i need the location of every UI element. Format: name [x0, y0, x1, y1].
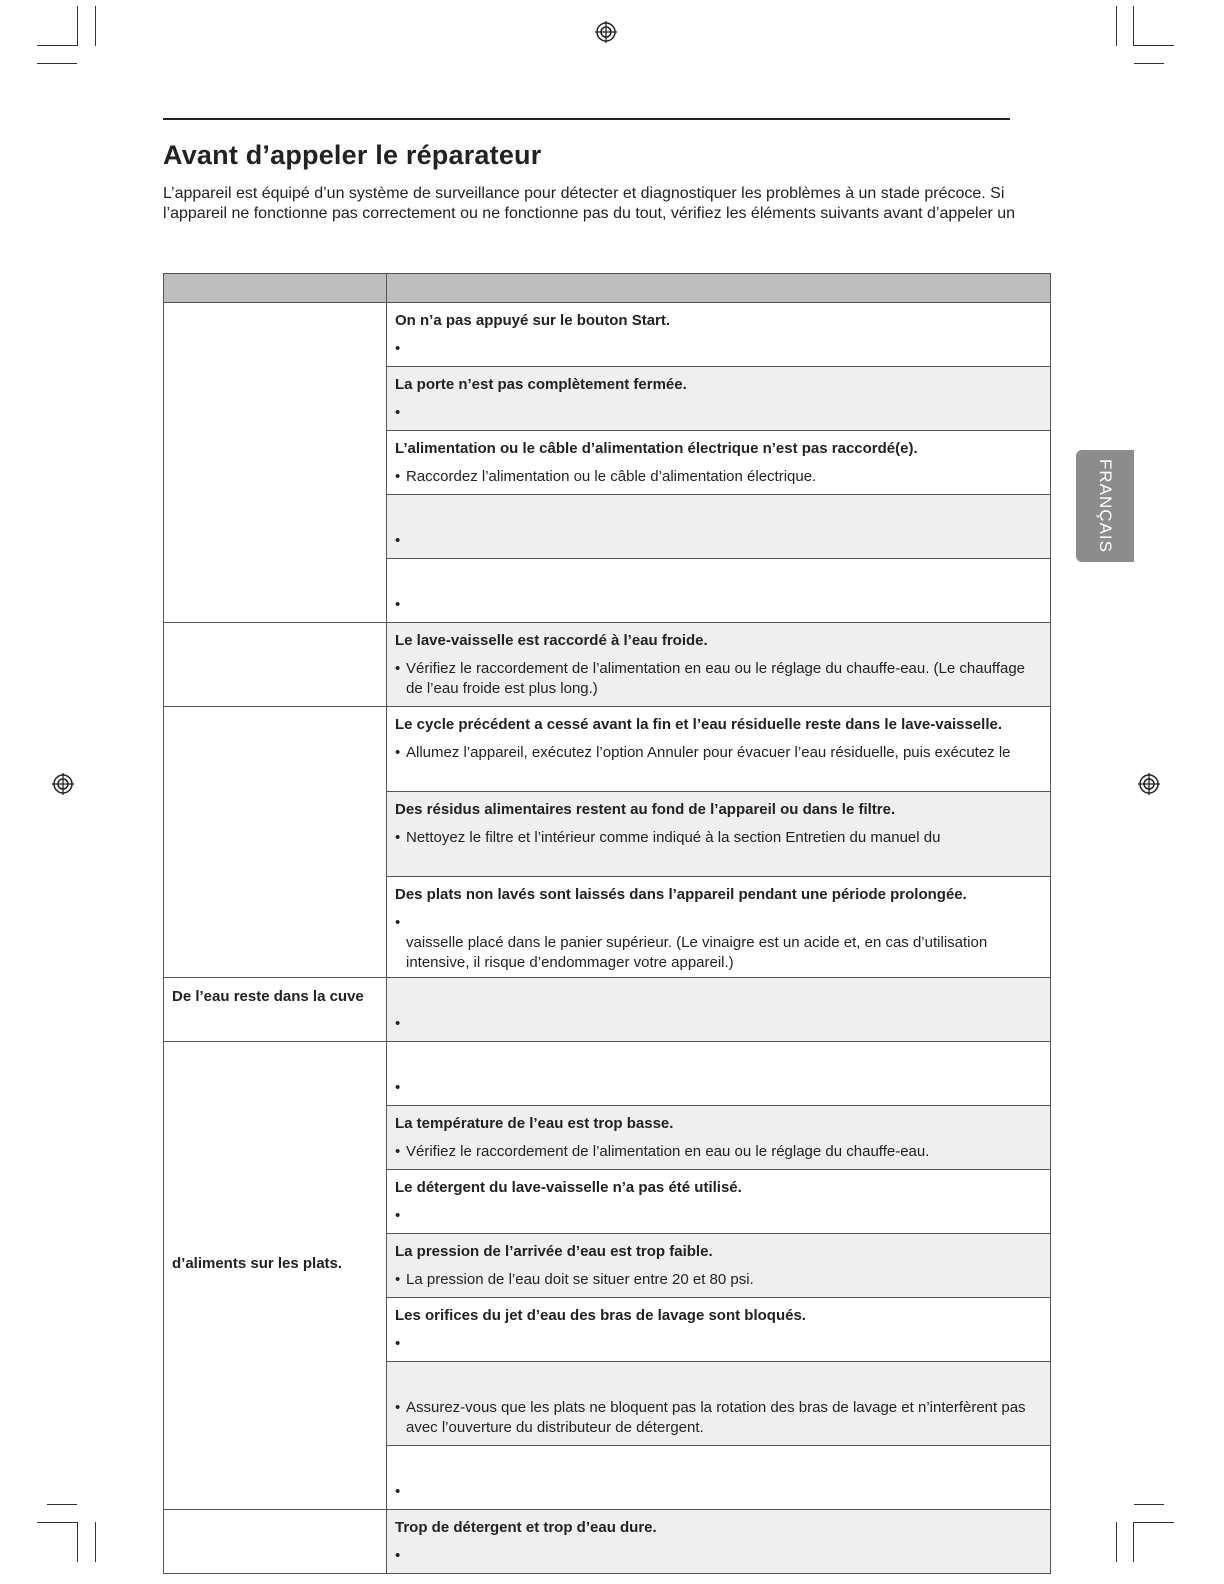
bullet-icon: •: [395, 660, 401, 677]
solution-text: Vérifiez le raccordement de l’alimentation en eau ou le réglage du chauffe-eau. (Le chauffage de l’eau froide est plus long.): [406, 660, 1026, 697]
top-rule: [163, 118, 1010, 120]
problem-text: [164, 707, 386, 715]
cause-heading: On n’a pas appuyé sur le bouton Start.: [395, 312, 671, 329]
table-header-row: [164, 274, 1051, 303]
problem-text: d’aliments sur les plats.: [172, 1255, 343, 1272]
solution-item: [387, 1474, 1050, 1509]
solution-text: Assurez-vous que les plats ne bloquent pas la rotation des bras de lavage et n’interfèrent pas avec l’ouverture du distributeur de détergent.: [406, 1399, 1026, 1436]
bullet-icon: •: [395, 914, 401, 931]
table-row: [164, 303, 1051, 367]
crop-mark: [1116, 6, 1117, 46]
solution-item: [387, 1070, 1050, 1105]
solution-text: [406, 339, 1042, 359]
bullet-icon: •: [395, 1079, 401, 1096]
cause-cell: [387, 877, 1051, 978]
solution-item: [387, 1326, 1050, 1361]
cause-heading: L’alimentation ou le câble d’alimentation électrique n’est pas raccordé(e).: [395, 440, 918, 457]
solution-text: [406, 595, 1042, 615]
problem-cell: [164, 1510, 387, 1574]
table-row: [164, 1510, 1051, 1574]
cause-cell: [387, 1362, 1051, 1446]
solution-continuation: vaisselle placé dans le panier supérieur. (Le vinaigre est un acide et, en cas d’utilisation intensive, il risque d’endommager votre appareil.): [406, 934, 988, 971]
cause-cell: [387, 495, 1051, 559]
solution-item: [387, 331, 1050, 366]
bullet-icon: •: [395, 1015, 401, 1032]
problem-text: De l’eau reste dans la cuve: [172, 988, 364, 1005]
cause-cell: [387, 707, 1051, 792]
bullet-icon: •: [395, 1547, 401, 1564]
solution-item: [387, 587, 1050, 622]
solution-item: [387, 523, 1050, 558]
solution-text: Vérifiez le raccordement de l’alimentation en eau ou le réglage du chauffe-eau.: [406, 1143, 930, 1160]
cause-cell: [387, 1170, 1051, 1234]
cause-heading: Les orifices du jet d’eau des bras de lavage sont bloqués.: [395, 1307, 806, 1324]
cause-heading: Des résidus alimentaires restent au fond de l’appareil ou dans le filtre.: [395, 801, 896, 818]
bullet-icon: •: [395, 1335, 401, 1352]
solution-item: [387, 651, 1050, 706]
registration-mark-icon: [52, 773, 74, 795]
cause-cell: [387, 1510, 1051, 1574]
solution-item: [387, 395, 1050, 430]
table-row: [164, 707, 1051, 792]
problem-cell: [164, 623, 387, 707]
solution-text: [406, 531, 1042, 551]
crop-mark: [1133, 1522, 1134, 1562]
language-side-tab: [1076, 450, 1134, 562]
solution-text: Nettoyez le filtre et l’intérieur comme indiqué à la section Entretien du manuel du: [406, 829, 941, 846]
cause-cell: [387, 1298, 1051, 1362]
cause-heading: [387, 1362, 1050, 1390]
solution-text: Allumez l’appareil, exécutez l’option Annuler pour évacuer l’eau résiduelle, puis exécutez le: [406, 744, 1011, 761]
solution-text: [406, 913, 1042, 933]
solution-item: [387, 1198, 1050, 1233]
intro-line: L’appareil est équipé d’un système de surveillance pour détecter et diagnostiquer les problèmes à un stade précoce. Si: [163, 185, 1005, 202]
cause-cell: [387, 1446, 1051, 1510]
crop-mark: [1134, 63, 1164, 64]
bullet-icon: •: [395, 1143, 401, 1160]
cause-heading: Le lave-vaisselle est raccordé à l’eau froide.: [395, 632, 708, 649]
crop-mark: [37, 45, 77, 46]
crop-mark: [1116, 1522, 1117, 1562]
cause-heading: Le détergent du lave-vaisselle n’a pas été utilisé.: [395, 1179, 742, 1196]
solution-text: [406, 403, 1042, 423]
intro-line: l’appareil ne fonctionne pas correctement ou ne fonctionne pas du tout, vérifiez les éléments suivants avant d’appeler un: [163, 205, 1016, 222]
bullet-icon: •: [395, 532, 401, 549]
bullet-icon: •: [395, 1483, 401, 1500]
cause-cell: [387, 367, 1051, 431]
header-cause: [387, 274, 1051, 303]
problem-text: [164, 1510, 386, 1518]
solution-item: [387, 1538, 1050, 1573]
problem-text: [164, 623, 386, 631]
cause-cell: [387, 303, 1051, 367]
solution-text: [406, 1014, 1042, 1034]
crop-mark: [37, 63, 77, 64]
cause-heading: [387, 559, 1050, 587]
solution-text: [406, 1546, 1042, 1566]
header-problem: [164, 274, 387, 303]
cause-cell: [387, 792, 1051, 877]
language-side-tab-label: FRANÇAIS: [1096, 459, 1115, 553]
solution-text: [406, 1078, 1042, 1098]
table-row: [164, 1042, 1051, 1106]
registration-mark-icon: [595, 21, 617, 43]
bullet-icon: •: [395, 829, 401, 846]
cause-heading: La porte n’est pas complètement fermée.: [395, 376, 687, 393]
bullet-icon: •: [395, 1207, 401, 1224]
solution-text: La pression de l’eau doit se situer entre 20 et 80 psi.: [406, 1271, 754, 1288]
cause-heading: Des plats non lavés sont laissés dans l’appareil pendant une période prolongée.: [395, 886, 967, 903]
solution-item: [387, 735, 1050, 791]
cause-cell: [387, 1234, 1051, 1298]
cause-cell: [387, 559, 1051, 623]
crop-mark: [37, 1522, 77, 1523]
solution-item: [387, 1262, 1050, 1297]
solution-text: [406, 1334, 1042, 1354]
solution-text: [406, 1482, 1042, 1502]
cause-cell: [387, 623, 1051, 707]
cause-cell: [387, 431, 1051, 495]
solution-item: [387, 1390, 1050, 1445]
bullet-icon: •: [395, 340, 401, 357]
crop-mark: [95, 1522, 96, 1562]
solution-item: [387, 1134, 1050, 1169]
problem-cell: [164, 707, 387, 978]
intro-paragraph: [163, 184, 1063, 224]
table-row: [164, 978, 1051, 1042]
problem-cell: [164, 1042, 387, 1510]
crop-mark: [1134, 45, 1174, 46]
problem-cell: [164, 978, 387, 1042]
solution-text: [406, 1206, 1042, 1226]
cause-heading: La température de l’eau est trop basse.: [395, 1115, 674, 1132]
registration-mark-icon: [1138, 773, 1160, 795]
crop-mark: [1134, 1522, 1174, 1523]
page-title: Avant d’appeler le réparateur: [163, 140, 542, 170]
cause-heading: [387, 1042, 1050, 1070]
bullet-icon: •: [395, 744, 401, 761]
cause-cell: [387, 1042, 1051, 1106]
cause-heading: [387, 1446, 1050, 1474]
bullet-icon: •: [395, 596, 401, 613]
cause-heading: [387, 978, 1050, 1006]
troubleshooting-table: [163, 273, 1051, 1574]
crop-mark: [1133, 6, 1134, 46]
cause-heading: Trop de détergent et trop d’eau dure.: [395, 1519, 657, 1536]
crop-mark: [77, 6, 78, 46]
bullet-icon: •: [395, 1271, 401, 1288]
solution-item: [387, 1006, 1050, 1041]
cause-heading: [387, 495, 1050, 523]
solution-item: [387, 459, 1050, 494]
cause-cell: [387, 1106, 1051, 1170]
cause-cell: [387, 978, 1051, 1042]
solution-item: [387, 820, 1050, 876]
bullet-icon: •: [395, 404, 401, 421]
crop-mark: [77, 1522, 78, 1562]
crop-mark: [47, 1504, 77, 1505]
problem-text: [164, 303, 386, 311]
bullet-icon: •: [395, 468, 401, 485]
bullet-icon: •: [395, 1399, 401, 1416]
crop-mark: [95, 6, 96, 46]
crop-mark: [1134, 1504, 1164, 1505]
table-row: [164, 623, 1051, 707]
solution-text: Raccordez l’alimentation ou le câble d’alimentation électrique.: [406, 468, 817, 485]
problem-cell: [164, 303, 387, 623]
cause-heading: Le cycle précédent a cessé avant la fin et l’eau résiduelle reste dans le lave-vaisselle.: [395, 716, 1002, 733]
cause-heading: La pression de l’arrivée d’eau est trop faible.: [395, 1243, 713, 1260]
